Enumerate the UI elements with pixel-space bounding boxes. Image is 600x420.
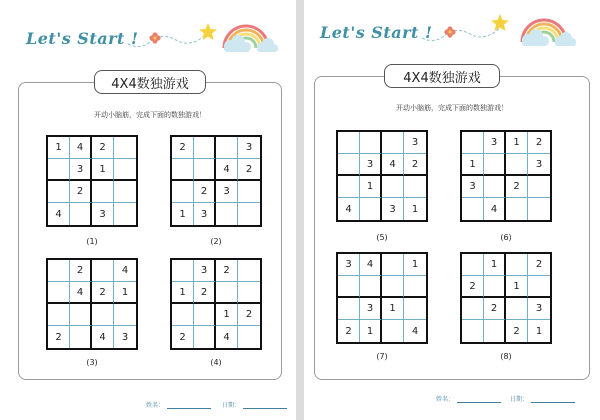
- sudoku-cell: [360, 276, 382, 298]
- sudoku-cell: 2: [70, 260, 92, 282]
- sudoku-cell: [238, 326, 260, 348]
- name-label: 姓名：: [146, 402, 165, 409]
- sudoku-cell: 2: [404, 154, 426, 176]
- sudoku-cell: [216, 203, 238, 225]
- sudoku-cell: [484, 276, 506, 298]
- sudoku-cell: 4: [338, 198, 360, 220]
- banner-title: Let's Start !: [320, 23, 433, 42]
- sudoku-cell: [382, 320, 404, 342]
- sudoku-cell: [462, 298, 484, 320]
- sudoku-cell: 2: [172, 137, 194, 159]
- sudoku-cell: [194, 304, 216, 326]
- sudoku-cell: 3: [360, 298, 382, 320]
- sudoku-cell: 1: [506, 276, 528, 298]
- sudoku-cell: 1: [382, 298, 404, 320]
- sudoku-cell: 3: [338, 254, 360, 276]
- sudoku-cell: [360, 198, 382, 220]
- sudoku-cell: 2: [48, 326, 70, 348]
- sudoku-cell: 2: [92, 282, 114, 304]
- sudoku-cell: [238, 282, 260, 304]
- sudoku-cell: 1: [462, 154, 484, 176]
- sudoku-cell: 3: [528, 154, 550, 176]
- sudoku-grid: [46, 258, 138, 350]
- sudoku-cell: 3: [121, 331, 129, 343]
- sudoku-cell: 1: [216, 304, 238, 326]
- sudoku-cell: 2: [506, 176, 528, 198]
- star-icon: [199, 23, 217, 40]
- banner-decoration: [304, 0, 600, 62]
- sudoku-cell: 4: [360, 254, 382, 276]
- sudoku-cell: [216, 282, 238, 304]
- puzzle-label: (4): [210, 358, 222, 367]
- puzzle-label: (3): [86, 358, 98, 367]
- date-field: [510, 394, 575, 403]
- sudoku-cell: 1: [535, 325, 543, 337]
- sudoku-cell: 4: [70, 137, 92, 159]
- sudoku-grid: [460, 130, 552, 222]
- sudoku-cell: [484, 320, 506, 342]
- sudoku-cell: 2: [238, 159, 260, 181]
- name-label: 姓名：: [436, 396, 455, 403]
- instruction-text: 开动小脑筋，完成下面的数独游戏！: [94, 111, 206, 119]
- sudoku-cell: 2: [70, 181, 92, 203]
- sudoku-cell: 3: [70, 159, 92, 181]
- banner-title: Let's Start !: [26, 29, 139, 48]
- sudoku-cell: 2: [194, 181, 216, 203]
- sudoku-cell: [462, 198, 484, 220]
- sudoku-cell: 1: [411, 203, 419, 215]
- sudoku-cell: [172, 159, 194, 181]
- sudoku-cell: 4: [92, 326, 114, 348]
- sudoku-cell: [114, 304, 136, 326]
- puzzle-label: (6): [500, 233, 512, 242]
- sudoku-grid: [460, 252, 552, 344]
- sudoku-cell: 2: [528, 132, 550, 154]
- sudoku-cell: [216, 137, 238, 159]
- sudoku-cell: [484, 154, 506, 176]
- sudoku-cell: 4: [216, 159, 238, 181]
- sudoku-cell: [92, 260, 114, 282]
- sudoku-cell: [338, 176, 360, 198]
- sudoku-grid: [336, 252, 428, 344]
- flower-icon: [444, 26, 455, 37]
- sudoku-cell: [404, 276, 426, 298]
- sudoku-cell: 3: [382, 198, 404, 220]
- star-icon: [491, 14, 509, 31]
- sudoku-cell: [382, 132, 404, 154]
- sudoku-cell: 3: [194, 203, 216, 225]
- banner-decoration: [0, 0, 296, 62]
- sudoku-cell: [528, 198, 550, 220]
- sudoku-cell: 1: [506, 132, 528, 154]
- sudoku-cell: [172, 181, 194, 203]
- sudoku-cell: 3: [194, 260, 216, 282]
- worksheet-page-2: [304, 0, 600, 420]
- sudoku-cell: [48, 282, 70, 304]
- sudoku-cell: [194, 326, 216, 348]
- sudoku-cell: 3: [360, 154, 382, 176]
- sudoku-cell: 1: [360, 320, 382, 342]
- date-field: [222, 400, 287, 409]
- sudoku-cell: [70, 326, 92, 348]
- sudoku-cell: [528, 276, 550, 298]
- sudoku-grid: [336, 130, 428, 222]
- sudoku-cell: 3: [528, 298, 550, 320]
- date-label: 日期：: [222, 402, 241, 409]
- sudoku-cell: 3: [484, 132, 506, 154]
- sudoku-cell: [506, 254, 528, 276]
- banner: [304, 0, 600, 62]
- sudoku-cell: [462, 132, 484, 154]
- sudoku-cell: [338, 298, 360, 320]
- sudoku-cell: [70, 203, 92, 225]
- puzzle-label: (1): [86, 237, 98, 246]
- sudoku-cell: 4: [484, 198, 506, 220]
- date-line: [243, 408, 287, 409]
- sudoku-cell: 1: [48, 137, 70, 159]
- sudoku-cell: [238, 181, 260, 203]
- sudoku-cell: 2: [462, 276, 484, 298]
- puzzle-label: (7): [376, 352, 388, 361]
- puzzle-label: (2): [210, 237, 222, 246]
- puzzle-label: (5): [376, 233, 388, 242]
- sudoku-cell: [360, 132, 382, 154]
- sudoku-cell: [338, 154, 360, 176]
- sudoku-cell: 2: [92, 137, 114, 159]
- sudoku-cell: [194, 159, 216, 181]
- sudoku-cell: 1: [172, 203, 194, 225]
- sudoku-cell: 3: [238, 137, 260, 159]
- sudoku-cell: [338, 276, 360, 298]
- sudoku-cell: 3: [404, 132, 426, 154]
- sudoku-cell: [114, 181, 136, 203]
- sudoku-cell: [114, 203, 136, 225]
- sudoku-cell: [484, 176, 506, 198]
- banner: [0, 0, 296, 62]
- name-field: [146, 400, 211, 409]
- sudoku-cell: [48, 159, 70, 181]
- sudoku-cell: 2: [238, 304, 260, 326]
- sudoku-cell: 4: [216, 326, 238, 348]
- name-line: [167, 408, 211, 409]
- sudoku-cell: [70, 304, 92, 326]
- sudoku-cell: [528, 176, 550, 198]
- sudoku-cell: [48, 260, 70, 282]
- sudoku-cell: [462, 254, 484, 276]
- flower-icon: [149, 32, 160, 43]
- sudoku-cell: 1: [92, 159, 114, 181]
- sudoku-cell: 4: [48, 203, 70, 225]
- sudoku-cell: [506, 154, 528, 176]
- sudoku-cell: 4: [411, 325, 419, 337]
- sudoku-cell: 2: [484, 298, 506, 320]
- sudoku-cell: [114, 159, 136, 181]
- sudoku-cell: [506, 298, 528, 320]
- sudoku-cell: 2: [194, 282, 216, 304]
- sudoku-cell: [114, 137, 136, 159]
- puzzle-label: (8): [500, 352, 512, 361]
- sudoku-cell: 1: [484, 254, 506, 276]
- name-field: [436, 394, 501, 403]
- sudoku-cell: 1: [360, 176, 382, 198]
- sudoku-cell: 3: [462, 176, 484, 198]
- worksheet-title: 4X4数独游戏: [384, 64, 500, 88]
- sudoku-cell: [382, 276, 404, 298]
- sudoku-cell: 2: [506, 320, 528, 342]
- sudoku-cell: [238, 203, 260, 225]
- sudoku-cell: 4: [382, 154, 404, 176]
- sudoku-cell: 1: [404, 254, 426, 276]
- sudoku-cell: [506, 198, 528, 220]
- sudoku-cell: 4: [114, 260, 136, 282]
- sudoku-cell: [48, 304, 70, 326]
- sudoku-cell: [194, 137, 216, 159]
- instruction-text: 开动小脑筋，完成下面的数独游戏！: [396, 104, 508, 112]
- sudoku-cell: 2: [172, 326, 194, 348]
- sudoku-grid: [46, 135, 138, 227]
- sudoku-cell: 1: [114, 282, 136, 304]
- sudoku-cell: [92, 181, 114, 203]
- sudoku-cell: [92, 304, 114, 326]
- sudoku-cell: [382, 176, 404, 198]
- sudoku-cell: [172, 304, 194, 326]
- sudoku-cell: [48, 181, 70, 203]
- sudoku-cell: 2: [528, 254, 550, 276]
- sudoku-cell: [462, 320, 484, 342]
- sudoku-cell: [338, 132, 360, 154]
- sudoku-cell: [404, 298, 426, 320]
- sudoku-grid: [170, 135, 262, 227]
- name-line: [457, 402, 501, 403]
- worksheet-page-1: [0, 0, 296, 420]
- date-line: [531, 402, 575, 403]
- sudoku-cell: [404, 176, 426, 198]
- sudoku-cell: 3: [92, 203, 114, 225]
- date-label: 日期：: [510, 396, 529, 403]
- sudoku-cell: [382, 254, 404, 276]
- sudoku-cell: 4: [70, 282, 92, 304]
- sudoku-cell: [238, 260, 260, 282]
- worksheet-title: 4X4数独游戏: [94, 70, 206, 94]
- sudoku-cell: 3: [216, 181, 238, 203]
- sudoku-cell: 2: [216, 260, 238, 282]
- sudoku-grid: [170, 258, 262, 350]
- sudoku-cell: 2: [338, 320, 360, 342]
- sudoku-cell: 1: [172, 282, 194, 304]
- sudoku-cell: [172, 260, 194, 282]
